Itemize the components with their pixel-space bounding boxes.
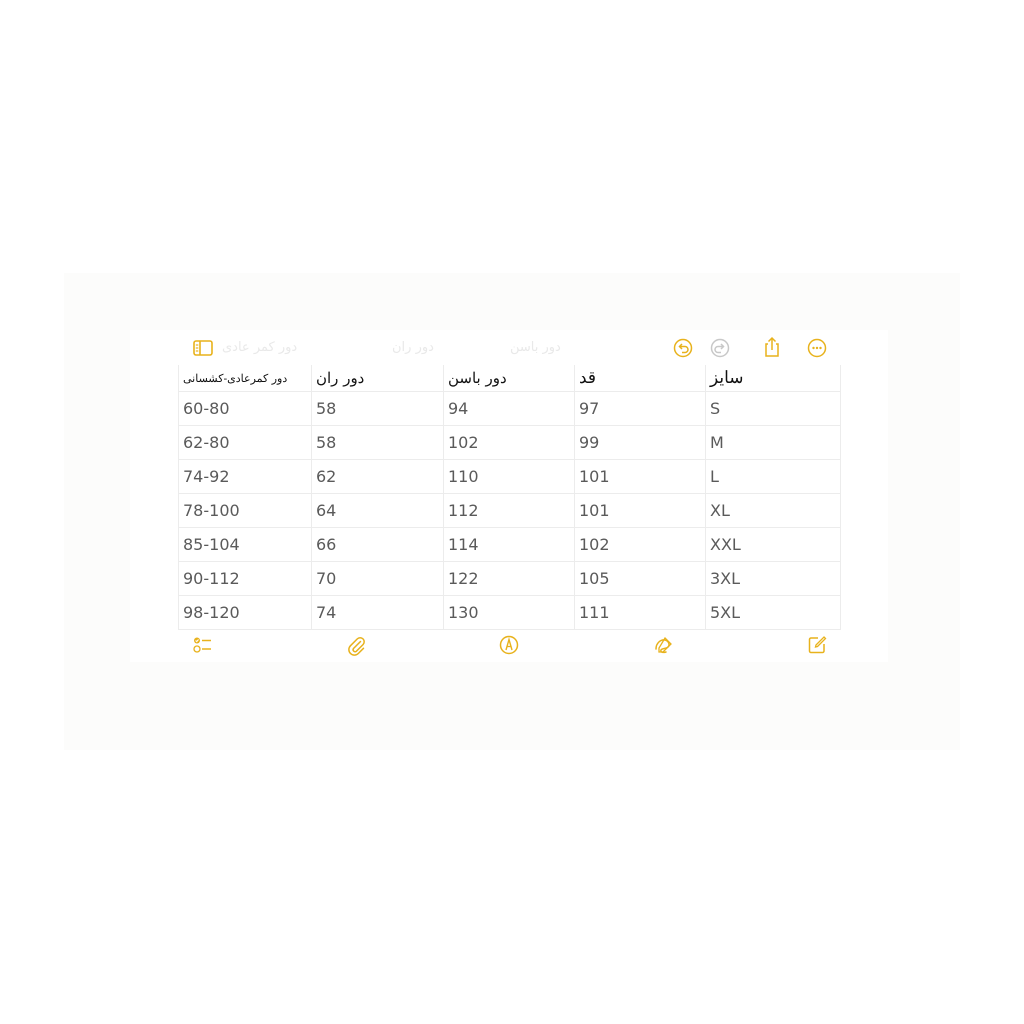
table-row [179,426,841,460]
cell-waist[interactable]: 74-92 [179,460,312,494]
cell-size[interactable]: M [706,426,841,460]
notes-window [130,330,888,662]
header-thigh: دور ران [312,365,444,392]
cell-thigh[interactable]: 58 [312,392,444,426]
header-height: قد [575,365,706,392]
compose-icon[interactable] [806,634,828,656]
table-row [179,392,841,426]
cell-hip[interactable]: 122 [444,562,575,596]
cell-hip[interactable]: 102 [444,426,575,460]
cell-size[interactable]: S [706,392,841,426]
share-icon[interactable] [761,336,783,358]
cell-hip[interactable]: 130 [444,596,575,630]
table-row [179,562,841,596]
table-row [179,494,841,528]
ghost-header-thigh: دور ران [392,340,434,355]
cell-height[interactable]: 101 [575,494,706,528]
top-toolbar [130,330,888,366]
attachment-icon[interactable] [345,634,367,656]
ghost-header-waist: دور کمر عادی [222,340,298,355]
cell-height[interactable]: 101 [575,460,706,494]
table-row [179,596,841,630]
cell-waist[interactable]: 98-120 [179,596,312,630]
cell-thigh[interactable]: 66 [312,528,444,562]
cell-thigh[interactable]: 70 [312,562,444,596]
table-header-row [179,365,841,392]
cell-thigh[interactable]: 62 [312,460,444,494]
header-hip: دور باسن [444,365,575,392]
redo-icon[interactable] [709,337,731,359]
cell-waist[interactable]: 85-104 [179,528,312,562]
table-row [179,460,841,494]
sketch-icon[interactable] [652,634,674,656]
checklist-icon[interactable] [192,634,214,656]
bottom-toolbar [130,628,888,662]
more-icon[interactable] [806,337,828,359]
cell-size[interactable]: 3XL [706,562,841,596]
undo-icon[interactable] [672,337,694,359]
sidebar-icon[interactable] [192,337,214,359]
cell-size[interactable]: XXL [706,528,841,562]
size-table [178,365,841,630]
cell-height[interactable]: 105 [575,562,706,596]
cell-size[interactable]: XL [706,494,841,528]
cell-hip[interactable]: 94 [444,392,575,426]
cell-height[interactable]: 97 [575,392,706,426]
cell-hip[interactable]: 114 [444,528,575,562]
cell-height[interactable]: 102 [575,528,706,562]
header-size: سایز [706,365,841,392]
cell-waist[interactable]: 62-80 [179,426,312,460]
cell-thigh[interactable]: 64 [312,494,444,528]
cell-thigh[interactable]: 58 [312,426,444,460]
markup-icon[interactable] [498,634,520,656]
cell-waist[interactable]: 78-100 [179,494,312,528]
cell-waist[interactable]: 90-112 [179,562,312,596]
ghost-header-hip: دور باسن [510,340,561,355]
cell-hip[interactable]: 110 [444,460,575,494]
cell-waist[interactable]: 60-80 [179,392,312,426]
cell-hip[interactable]: 112 [444,494,575,528]
cell-size[interactable]: L [706,460,841,494]
header-waist: دور کمرعادی-کشسانی [179,365,312,392]
table-row [179,528,841,562]
cell-height[interactable]: 99 [575,426,706,460]
cell-thigh[interactable]: 74 [312,596,444,630]
cell-size[interactable]: 5XL [706,596,841,630]
cell-height[interactable]: 111 [575,596,706,630]
